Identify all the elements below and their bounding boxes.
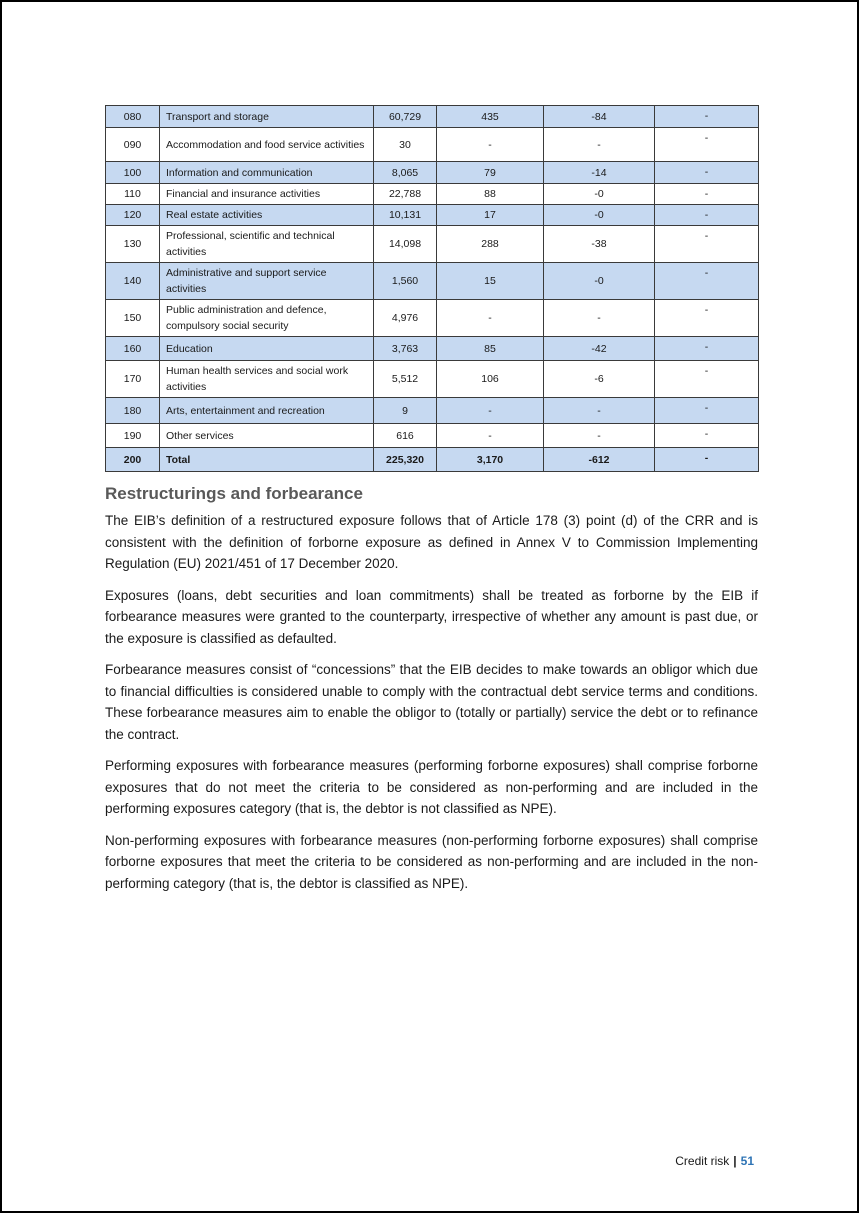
paragraph-performing-forborne: Performing exposures with forbearance measures (performing forborne exposures) shall comprise forborne exposures that do not meet the criteria to be considered as non-performing and are included in the performing exposures category (that is, the debtor is not classified as NPE). xyxy=(105,758,758,816)
paragraph-restructured-definition: The EIB’s definition of a restructured exposure follows that of Article 178 (3) point (d) of the CRR and is consistent with the definition of forborne exposure as defined in Annex V to Commission Implementing Regulation (EU) 2021/451 of 17 December 2020. xyxy=(105,513,758,571)
row-code: 100 xyxy=(106,162,160,184)
table-row xyxy=(106,398,759,424)
row-value-4: - xyxy=(655,424,759,448)
row-code: 150 xyxy=(106,300,160,337)
row-value-1: 3,763 xyxy=(374,337,437,361)
table-row xyxy=(106,226,759,263)
table-row xyxy=(106,263,759,300)
row-value-1: 5,512 xyxy=(374,361,437,398)
row-value-2: 88 xyxy=(437,184,544,205)
row-label: Information and communication xyxy=(160,162,374,184)
row-value-2: 288 xyxy=(437,226,544,263)
row-label: Professional, scientific and technical activities xyxy=(160,226,374,263)
row-code: 130 xyxy=(106,226,160,263)
row-label: Human health services and social work activities xyxy=(160,361,374,398)
row-value-2: 435 xyxy=(437,106,544,128)
row-value-1: 14,098 xyxy=(374,226,437,263)
row-label: Other services xyxy=(160,424,374,448)
row-value-2: 85 xyxy=(437,337,544,361)
row-value-4: - xyxy=(655,205,759,226)
row-value-3: -0 xyxy=(544,263,655,300)
section-heading: Restructurings and forbearance xyxy=(105,484,363,503)
row-label: Transport and storage xyxy=(160,106,374,128)
row-value-2: 17 xyxy=(437,205,544,226)
row-value-2: 15 xyxy=(437,263,544,300)
row-value-3: -0 xyxy=(544,184,655,205)
row-value-4: - xyxy=(655,162,759,184)
row-value-4: - xyxy=(655,361,759,398)
row-code: 190 xyxy=(106,424,160,448)
sector-exposure-table xyxy=(105,105,759,472)
row-value-1: 225,320 xyxy=(374,448,437,472)
row-value-2: 106 xyxy=(437,361,544,398)
row-value-3: -84 xyxy=(544,106,655,128)
footer-separator: | xyxy=(733,1154,737,1168)
row-code: 180 xyxy=(106,398,160,424)
row-value-1: 10,131 xyxy=(374,205,437,226)
row-value-3: -612 xyxy=(544,448,655,472)
row-value-1: 8,065 xyxy=(374,162,437,184)
row-label: Financial and insurance activities xyxy=(160,184,374,205)
row-value-4: - xyxy=(655,300,759,337)
row-value-4: - xyxy=(655,337,759,361)
table-total-row xyxy=(106,448,759,472)
table-body xyxy=(106,106,759,472)
row-value-1: 616 xyxy=(374,424,437,448)
section-content xyxy=(105,484,758,904)
paragraph-forborne-exposures: Exposures (loans, debt securities and loan commitments) shall be treated as forborne by the EIB if forbearance measures were granted to the counterparty, irrespective of whether any amount is past due, or the exposure is classified as defaulted. xyxy=(105,587,758,646)
row-value-4: - xyxy=(655,128,759,162)
row-value-3: -38 xyxy=(544,226,655,263)
row-label: Total xyxy=(160,448,374,472)
table-row xyxy=(106,300,759,337)
row-label: Accommodation and food service activities xyxy=(160,128,374,162)
row-value-2: 79 xyxy=(437,162,544,184)
row-value-4: - xyxy=(655,263,759,300)
row-code: 200 xyxy=(106,448,160,472)
row-code: 170 xyxy=(106,361,160,398)
row-value-2: - xyxy=(437,300,544,337)
row-value-1: 30 xyxy=(374,128,437,162)
footer-section-title: Credit risk xyxy=(675,1154,730,1168)
table-row xyxy=(106,128,759,162)
row-label: Administrative and support service activities xyxy=(160,263,374,300)
paragraph-forbearance-measures: Forbearance measures consist of “concessions” that the EIB decides to make towards an obligor which due to financial difficulties is considered unable to comply with the contractual debt service terms and conditions. These forbearance measures aim to enable the obligor to (totally or partially) service the debt or to refinance the contract. xyxy=(105,662,758,742)
row-value-3: - xyxy=(544,128,655,162)
table-row xyxy=(106,184,759,205)
row-value-2: 3,170 xyxy=(437,448,544,472)
table-row xyxy=(106,424,759,448)
row-value-2: - xyxy=(437,398,544,424)
row-value-1: 60,729 xyxy=(374,106,437,128)
row-code: 080 xyxy=(106,106,160,128)
table-row xyxy=(106,205,759,226)
row-label: Public administration and defence, compulsory social security xyxy=(160,300,374,337)
row-value-4: - xyxy=(655,226,759,263)
table-row xyxy=(106,337,759,361)
row-value-4: - xyxy=(655,184,759,205)
row-value-3: - xyxy=(544,398,655,424)
row-value-4: - xyxy=(655,398,759,424)
row-code: 160 xyxy=(106,337,160,361)
row-value-2: - xyxy=(437,424,544,448)
row-value-1: 1,560 xyxy=(374,263,437,300)
row-value-3: -0 xyxy=(544,205,655,226)
row-code: 110 xyxy=(106,184,160,205)
row-label: Arts, entertainment and recreation xyxy=(160,398,374,424)
row-value-4: - xyxy=(655,448,759,472)
table-row xyxy=(106,361,759,398)
row-label: Education xyxy=(160,337,374,361)
row-code: 140 xyxy=(106,263,160,300)
row-value-3: - xyxy=(544,300,655,337)
row-code: 090 xyxy=(106,128,160,162)
row-value-2: - xyxy=(437,128,544,162)
row-value-4: - xyxy=(655,106,759,128)
row-value-1: 9 xyxy=(374,398,437,424)
table-row xyxy=(106,162,759,184)
paragraph-non-performing-forborne: Non-performing exposures with forbearance measures (non-performing forborne exposures) shall comprise forborne exposures that meet the criteria to be considered as non-performing and are included in the non-performing category (that is, the debtor is classified as NPE). xyxy=(105,832,758,891)
row-value-3: -6 xyxy=(544,361,655,398)
row-code: 120 xyxy=(106,205,160,226)
page-footer xyxy=(675,1154,754,1168)
row-value-3: -14 xyxy=(544,162,655,184)
row-value-1: 22,788 xyxy=(374,184,437,205)
row-value-3: - xyxy=(544,424,655,448)
table-row xyxy=(106,106,759,128)
row-label: Real estate activities xyxy=(160,205,374,226)
row-value-3: -42 xyxy=(544,337,655,361)
page-number: 51 xyxy=(740,1154,754,1168)
row-value-1: 4,976 xyxy=(374,300,437,337)
